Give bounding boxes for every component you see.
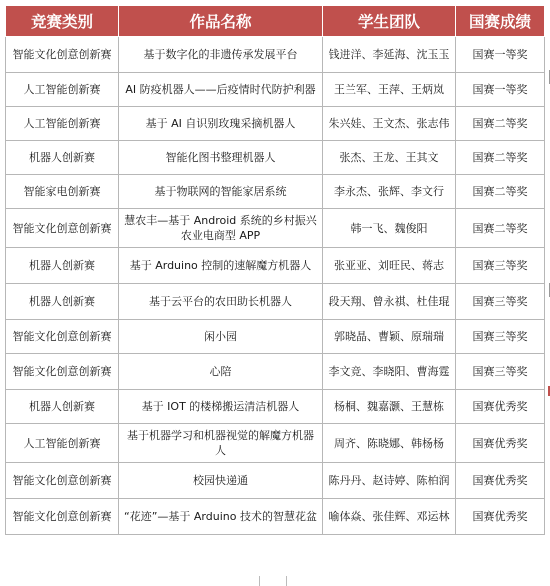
category-cell: 机器人创新赛 xyxy=(6,141,119,175)
table-row xyxy=(6,248,545,284)
student-team-cell: 李文竞、李晓阳、曹海霆 xyxy=(323,354,456,390)
table-row xyxy=(6,37,545,73)
student-team-cell: 杨桐、魏嘉灏、王慧栋 xyxy=(323,390,456,424)
award-cell: 国赛三等奖 xyxy=(456,354,545,390)
award-cell: 国赛二等奖 xyxy=(456,209,545,248)
award-cell: 国赛优秀奖 xyxy=(456,390,545,424)
student-team-cell: 陈丹丹、赵诗婷、陈柏润 xyxy=(323,463,456,499)
table-row xyxy=(6,141,545,175)
student-team-cell: 郭晓晶、曹颖、原瑞瑞 xyxy=(323,320,456,354)
results-table-container xyxy=(5,5,544,573)
category-cell: 智能文化创意创新赛 xyxy=(6,209,119,248)
table-row xyxy=(6,209,545,248)
table-row xyxy=(6,390,545,424)
award-cell: 国赛优秀奖 xyxy=(456,463,545,499)
award-cell: 国赛二等奖 xyxy=(456,107,545,141)
table-row xyxy=(6,499,545,535)
competition-results-table xyxy=(5,5,545,535)
work-title-cell: 校园快递通 xyxy=(119,463,323,499)
work-title-cell: 基于机器学习和机器视觉的解魔方机器人 xyxy=(119,424,323,463)
award-cell: 国赛优秀奖 xyxy=(456,499,545,535)
table-row xyxy=(6,175,545,209)
student-team-cell: 韩一飞、魏俊阳 xyxy=(323,209,456,248)
category-cell: 智能文化创意创新赛 xyxy=(6,463,119,499)
student-team-cell: 王兰军、王萍、王炳岚 xyxy=(323,73,456,107)
student-team-cell: 张亚亚、刘旺民、蒋志 xyxy=(323,248,456,284)
student-team-cell: 周齐、陈晓娜、韩杨杨 xyxy=(323,424,456,463)
header-row xyxy=(6,6,545,37)
work-title-cell: AI 防疫机器人——后疫情时代防护利器 xyxy=(119,73,323,107)
work-title-cell: 基于 Arduino 控制的速解魔方机器人 xyxy=(119,248,323,284)
student-team-cell: 张杰、王龙、王其文 xyxy=(323,141,456,175)
award-cell: 国赛二等奖 xyxy=(456,141,545,175)
work-title-cell: 心陪 xyxy=(119,354,323,390)
table-header xyxy=(6,6,545,37)
category-cell: 智能文化创意创新赛 xyxy=(6,37,119,73)
header-student-team: 学生团队 xyxy=(323,6,456,37)
work-title-cell: 基于数字化的非遗传承发展平台 xyxy=(119,37,323,73)
award-cell: 国赛优秀奖 xyxy=(456,424,545,463)
award-cell: 国赛一等奖 xyxy=(456,37,545,73)
award-cell: 国赛三等奖 xyxy=(456,248,545,284)
bottom-tick xyxy=(259,576,260,586)
student-team-cell: 钱进洋、李延海、沈玉玉 xyxy=(323,37,456,73)
category-cell: 机器人创新赛 xyxy=(6,390,119,424)
table-row xyxy=(6,424,545,463)
work-title-cell: 慧农丰—基于 Android 系统的乡村振兴农业电商型 APP xyxy=(119,209,323,248)
category-cell: 智能家电创新赛 xyxy=(6,175,119,209)
category-cell: 人工智能创新赛 xyxy=(6,424,119,463)
award-cell: 国赛三等奖 xyxy=(456,320,545,354)
award-cell: 国赛二等奖 xyxy=(456,175,545,209)
category-cell: 机器人创新赛 xyxy=(6,248,119,284)
table-row xyxy=(6,320,545,354)
work-title-cell: 基于 AI 自识别玫瑰采摘机器人 xyxy=(119,107,323,141)
work-title-cell: “花迹”—基于 Arduino 技术的智慧花盆 xyxy=(119,499,323,535)
student-team-cell: 段天翔、曾永祺、杜佳琨 xyxy=(323,284,456,320)
work-title-cell: 基于物联网的智能家居系统 xyxy=(119,175,323,209)
table-row xyxy=(6,73,545,107)
award-cell: 国赛三等奖 xyxy=(456,284,545,320)
work-title-cell: 闲小园 xyxy=(119,320,323,354)
work-title-cell: 基于云平台的农田助长机器人 xyxy=(119,284,323,320)
table-row xyxy=(6,463,545,499)
table-row xyxy=(6,107,545,141)
student-team-cell: 朱兴娃、王文杰、张志伟 xyxy=(323,107,456,141)
table-row xyxy=(6,284,545,320)
header-national-result: 国赛成绩 xyxy=(456,6,545,37)
category-cell: 智能文化创意创新赛 xyxy=(6,320,119,354)
work-title-cell: 基于 IOT 的楼梯搬运清洁机器人 xyxy=(119,390,323,424)
bottom-tick xyxy=(286,576,287,586)
category-cell: 智能文化创意创新赛 xyxy=(6,499,119,535)
category-cell: 智能文化创意创新赛 xyxy=(6,354,119,390)
category-cell: 机器人创新赛 xyxy=(6,284,119,320)
header-category: 竞赛类别 xyxy=(6,6,119,37)
student-team-cell: 李永杰、张辉、李文行 xyxy=(323,175,456,209)
award-cell: 国赛一等奖 xyxy=(456,73,545,107)
work-title-cell: 智能化图书整理机器人 xyxy=(119,141,323,175)
header-work-title: 作品名称 xyxy=(119,6,323,37)
category-cell: 人工智能创新赛 xyxy=(6,107,119,141)
student-team-cell: 喻体焱、张佳辉、邓运林 xyxy=(323,499,456,535)
table-row xyxy=(6,354,545,390)
category-cell: 人工智能创新赛 xyxy=(6,73,119,107)
table-body xyxy=(6,37,545,535)
